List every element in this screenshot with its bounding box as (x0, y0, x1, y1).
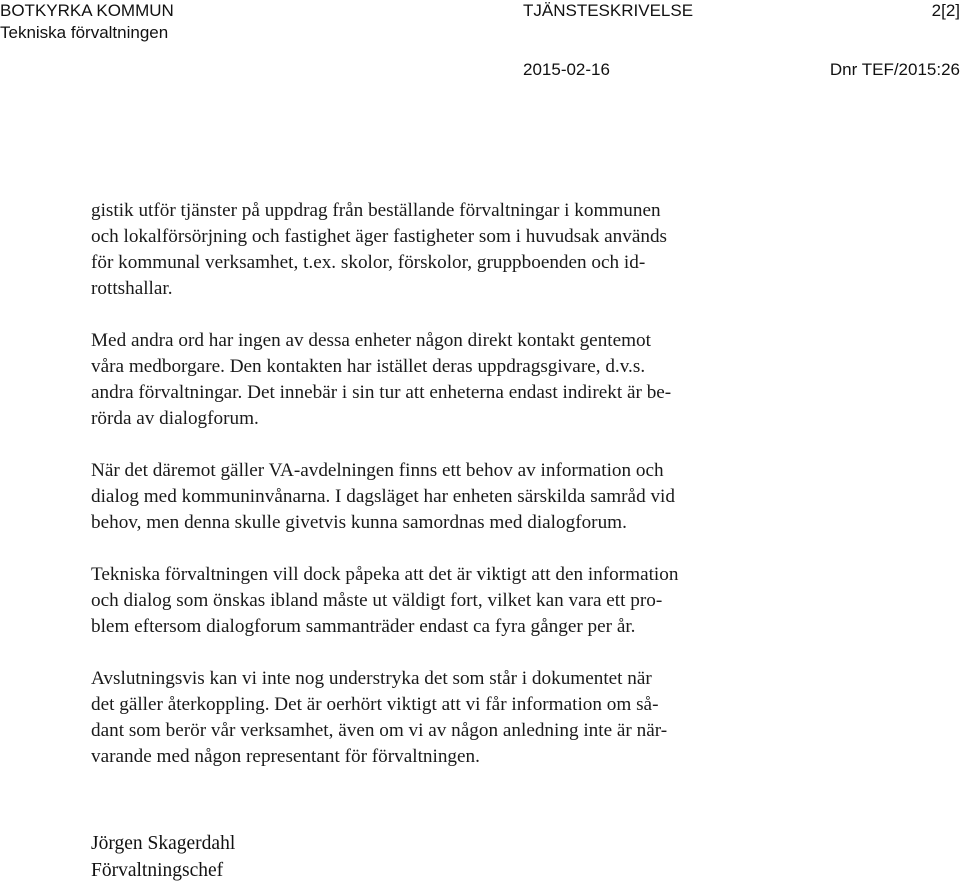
signatory-title: Förvaltningschef (91, 860, 224, 881)
paragraph (91, 458, 811, 536)
signature-block (91, 830, 235, 884)
text-line: rörda av dialogforum. (91, 408, 259, 429)
text-line: dant som berör vår verksamhet, även om vi av någon anledning inte är när- (91, 720, 668, 741)
paragraph (91, 666, 811, 770)
text-line: och lokalförsörjning och fastighet äger fastigheter som i huvudsak används (91, 226, 668, 247)
organization-name: BOTKYRKA KOMMUN (0, 1, 174, 20)
text-line: det gäller återkoppling. Det är oerhört viktigt att vi får information om så- (91, 694, 659, 715)
paragraph (91, 562, 811, 640)
text-line: Avslutningsvis kan vi inte nog understryka det som står i dokumentet när (91, 668, 652, 689)
text-line: behov, men denna skulle givetvis kunna samordnas med dialogforum. (91, 512, 627, 533)
text-line: varande med någon representant för förvaltningen. (91, 746, 480, 767)
text-line: andra förvaltningar. Det innebär i sin tur att enheterna endast indirekt är be- (91, 382, 672, 403)
paragraph (91, 328, 811, 432)
text-line: gistik utför tjänster på uppdrag från beställande förvaltningar i kommunen (91, 200, 661, 221)
page-number: 2[2] (931, 1, 960, 20)
department-name: Tekniska förvaltningen (0, 23, 169, 42)
document-body (91, 198, 811, 796)
document-date: 2015-02-16 (523, 60, 610, 79)
text-line: Med andra ord har ingen av dessa enheter någon direkt kontakt gentemot (91, 330, 651, 351)
text-line: våra medborgare. Den kontakten har istället deras uppdragsgivare, d.v.s. (91, 356, 646, 377)
text-line: dialog med kommuninvånarna. I dagsläget har enheten särskilda samråd vid (91, 486, 675, 507)
text-line: och dialog som önskas ibland måste ut väldigt fort, vilket kan vara ett pro- (91, 590, 663, 611)
signatory-name: Jörgen Skagerdahl (91, 833, 236, 854)
registration-number: Dnr TEF/2015:26 (829, 60, 960, 79)
text-line: blem eftersom dialogforum sammanträder endast ca fyra gånger per år. (91, 616, 636, 637)
text-line: När det däremot gäller VA-avdelningen finns ett behov av information och (91, 460, 664, 481)
text-line: för kommunal verksamhet, t.ex. skolor, förskolor, gruppboenden och id- (91, 252, 646, 273)
paragraph (91, 198, 811, 302)
text-line: rottshallar. (91, 278, 173, 299)
text-line: Tekniska förvaltningen vill dock påpeka att det är viktigt att den information (91, 564, 679, 585)
document-type: TJÄNSTESKRIVELSE (523, 1, 694, 20)
